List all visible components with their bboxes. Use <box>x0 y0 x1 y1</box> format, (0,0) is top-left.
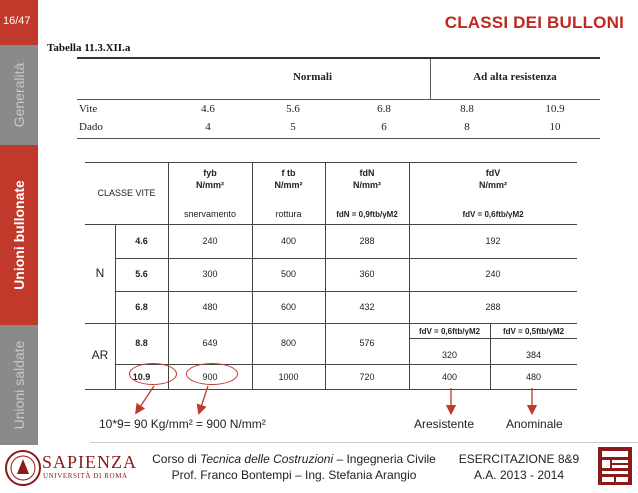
tab-generalita[interactable] <box>0 45 38 145</box>
course-info <box>136 451 452 483</box>
table-rule <box>85 162 577 163</box>
page-number-label: 16/47 <box>3 15 31 27</box>
row-fdn: 288 <box>359 236 375 246</box>
scan-table-caption: Tabella 11.3.XII.a <box>47 42 131 54</box>
header-fdv-symbol: fdV <box>485 168 501 178</box>
scan-group-normali: Normali <box>292 71 333 83</box>
row-fdv: 192 <box>485 236 501 246</box>
row-fdn: 576 <box>359 338 375 348</box>
row-fdn: 720 <box>359 372 375 382</box>
tab-unioni-saldate-label: Unioni saldate <box>11 340 27 430</box>
row-ftb: 400 <box>280 236 297 246</box>
header-classe-vite: CLASSE VITE <box>97 188 156 198</box>
scan-divider <box>77 138 600 139</box>
department-seal-icon <box>597 446 633 486</box>
row-ftb: 800 <box>280 338 297 348</box>
row-fdv: 240 <box>485 269 501 279</box>
row-fdv-anom: 480 <box>525 372 542 382</box>
bolt-class-table <box>85 162 577 390</box>
course-pre: Corso di <box>152 452 201 466</box>
tab-unioni-bullonate-label: Unioni bullonate <box>11 180 27 290</box>
row-classe: 4.6 <box>135 236 148 246</box>
course-post: – Ingegneria Civile <box>333 452 436 466</box>
exercise-title: ESERCITAZIONE 8&9 <box>458 452 580 466</box>
scan-group-alta: Ad alta resistenza <box>473 71 557 83</box>
row-fdv-anom: 384 <box>525 350 542 360</box>
header-fyb-symbol: fyb <box>203 168 217 178</box>
table-rule <box>409 338 577 339</box>
scan-cell: 5 <box>290 121 296 133</box>
scan-cell: 4.6 <box>201 103 215 115</box>
group-n-label: N <box>95 266 105 280</box>
row-classe: 8.8 <box>135 338 148 348</box>
row-fdv-ares: 400 <box>441 372 458 382</box>
row-fdn: 432 <box>359 302 375 312</box>
footer-divider <box>90 442 638 443</box>
row-classe: 10.9 <box>132 372 151 382</box>
sub-header-ares: fdV = 0,6ftb/γM2 <box>418 327 481 336</box>
header-fdn-symbol: fdN <box>359 168 375 178</box>
header-fdn-unit: N/mm² <box>352 180 381 190</box>
professors: Prof. Franco Bontempi – Ing. Stefania Arangio <box>171 468 417 482</box>
row-fdv: 288 <box>485 302 501 312</box>
note-conversion: 10*9= 90 Kg/mm² = 900 N/mm² <box>99 417 266 431</box>
row-fyb: 649 <box>202 338 218 348</box>
sub-header-anom: fdV = 0,5ftb/γM2 <box>502 327 565 336</box>
table-rule <box>85 389 577 390</box>
highlight-oval-fyb <box>186 363 238 385</box>
row-classe: 6.8 <box>135 302 148 312</box>
row-classe: 5.6 <box>135 269 148 279</box>
label-anominale: Anominale <box>506 417 563 431</box>
scan-cell: 6 <box>381 121 387 133</box>
scan-cell: 4 <box>205 121 211 133</box>
slide-title: CLASSI DEI BULLONI <box>444 13 624 32</box>
table-rule <box>85 323 577 324</box>
course-name: Tecnica delle Costruzioni <box>200 452 334 466</box>
scan-row-label: Vite <box>79 103 98 115</box>
header-fdv-sub: fdV = 0,6ftb/γM2 <box>462 210 524 219</box>
tab-unioni-bullonate[interactable] <box>0 145 38 325</box>
scan-cell: 8 <box>464 121 470 133</box>
logo-sub: UNIVERSITÀ DI ROMA <box>43 472 128 480</box>
row-fdn: 360 <box>359 269 375 279</box>
highlight-oval-classe <box>129 363 177 385</box>
header-fdn-sub: fdN = 0,9ftb/γM2 <box>336 210 398 219</box>
label-aresistente: Aresistente <box>414 417 475 431</box>
header-fdv-unit: N/mm² <box>478 180 507 190</box>
tab-unioni-saldate[interactable] <box>0 325 38 445</box>
row-fyb: 900 <box>202 372 218 382</box>
table-rule <box>115 258 577 259</box>
scan-table <box>77 57 600 137</box>
row-ftb: 1000 <box>278 372 299 382</box>
header-ftb-unit: N/mm² <box>274 180 303 190</box>
exercise-info <box>458 451 580 483</box>
row-fyb: 480 <box>202 302 218 312</box>
row-fdv-ares: 320 <box>441 350 458 360</box>
course-line <box>136 451 452 467</box>
scan-cell: 6.8 <box>377 103 391 115</box>
header-ftb-sub: rottura <box>275 209 302 219</box>
scan-divider <box>77 99 600 100</box>
table-rule <box>115 364 577 365</box>
row-ftb: 600 <box>280 302 297 312</box>
logo-word: SAPIENZA <box>42 452 138 472</box>
scan-cell: 10 <box>549 121 561 133</box>
scan-cell: 5.6 <box>286 103 300 115</box>
table-rule <box>115 291 577 292</box>
header-fyb-sub: snervamento <box>183 209 237 219</box>
tab-generalita-label: Generalità <box>11 62 27 128</box>
row-ftb: 500 <box>280 269 297 279</box>
row-fyb: 300 <box>202 269 218 279</box>
header-fyb-unit: N/mm² <box>195 180 224 190</box>
header-ftb-symbol: f tb <box>281 168 296 178</box>
academic-year: A.A. 2013 - 2014 <box>473 468 565 482</box>
group-ar-label: AR <box>91 348 109 362</box>
scan-cell: 10.9 <box>545 103 565 115</box>
table-rule <box>85 224 577 225</box>
page-number <box>0 0 38 45</box>
section-sidebar <box>0 45 38 445</box>
scan-row-label: Dado <box>79 121 103 133</box>
row-fyb: 240 <box>202 236 218 246</box>
scan-cell: 8.8 <box>460 103 474 115</box>
